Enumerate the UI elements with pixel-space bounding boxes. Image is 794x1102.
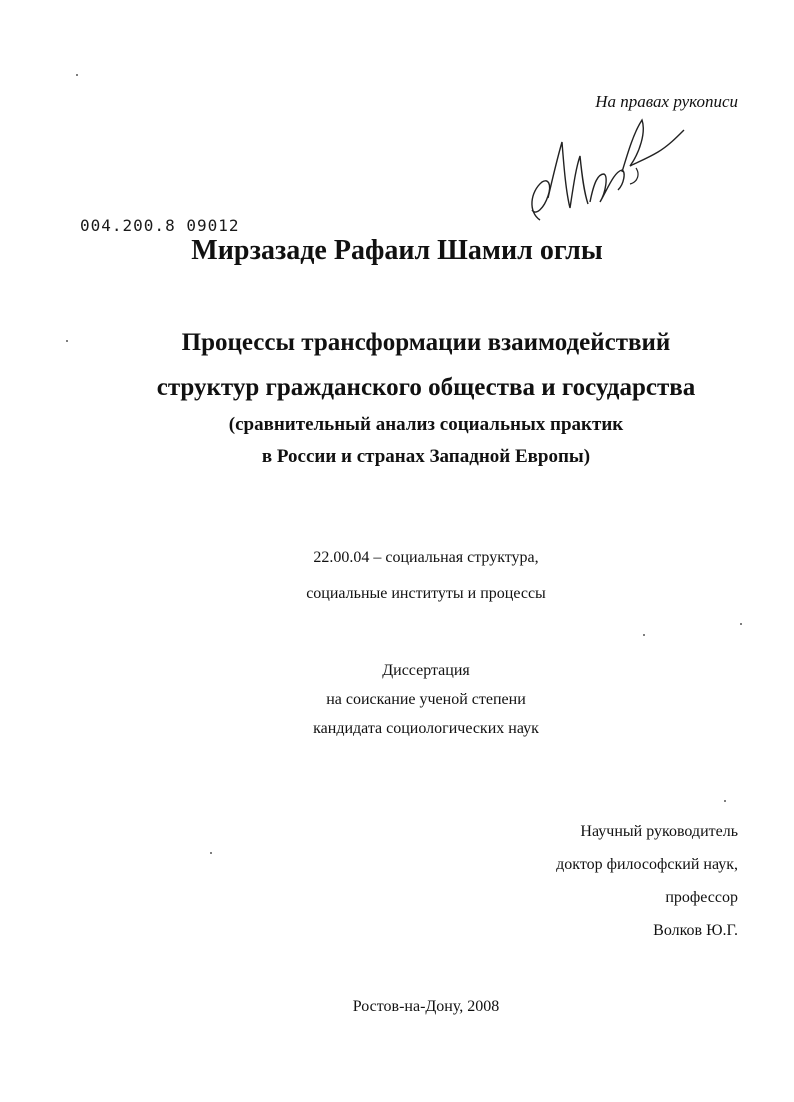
degree-line: на соискание ученой степени [326,691,526,708]
scan-speck [643,634,645,636]
scan-speck [210,852,212,854]
advisor-line: Волков Ю.Г. [653,922,738,939]
dissertation-title [0,320,794,410]
advisor-line: Научный руководитель [580,823,738,840]
degree-statement [0,656,794,743]
archive-number: 004.200.8 09012 [80,216,240,235]
advisor-line: профессор [665,889,738,906]
manuscript-note: На правах рукописи [595,92,738,111]
scan-speck [76,74,78,76]
title-line: структур гражданского общества и государства [156,374,696,401]
subtitle-line: (сравнительный анализ социальных практик [228,414,624,435]
signature [518,112,688,230]
author-name: Мирзазаде Рафаил Шамил оглы [191,235,603,266]
specialty-line: 22.00.04 – социальная структура, [313,549,539,566]
scientific-advisor [556,815,738,947]
subtitle-line: в России и странах Западной Европы) [261,446,591,467]
city-year: Ростов-на-Дону, 2008 [352,998,500,1015]
scan-speck [66,340,68,342]
degree-line: кандидата социологических наук [313,720,539,737]
scan-speck [740,623,742,625]
title-line: Процессы трансформации взаимодействий [181,329,671,356]
degree-line: Диссертация [382,662,470,679]
specialty-line: социальные институты и процессы [306,585,546,602]
advisor-line: доктор философский наук, [556,856,738,873]
dissertation-subtitle [0,409,794,473]
specialty [0,540,794,612]
scan-speck [724,800,726,802]
